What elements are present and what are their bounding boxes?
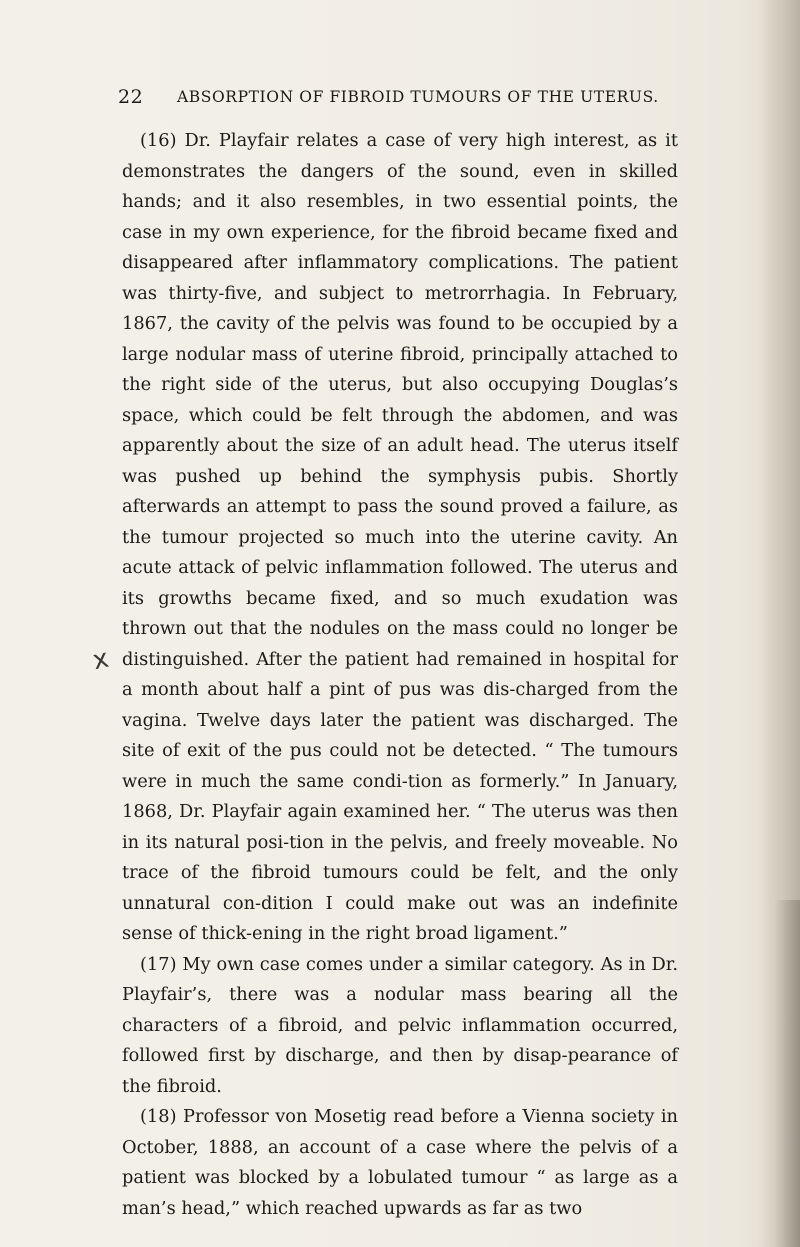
paragraph-17: (17) My own case comes under a similar category. As in Dr. Playfair’s, there was a nodular mass bearing all the characters of a fibroid, and pelvic inflammation occurred, followed first by discharge, and then by disap-pearance of the fibroid. (122, 953, 678, 1097)
margin-annotation: x (90, 643, 112, 677)
page-edge-shadow (774, 900, 800, 1247)
page-number: 22 (118, 86, 144, 108)
page-header (118, 86, 680, 110)
paragraph-18: (18) Professor von Mosetig read before a Vienna society in October, 1888, an account of a case where the pelvis of a patient was blocked by a lobulated tumour “ as large as a man’s head,” which reached upwards as far as two (122, 1106, 678, 1219)
body-text (122, 126, 678, 1224)
paragraph-16: (16) Dr. Playfair relates a case of very high interest, as it demonstrates the dangers of the sound, even in skilled hands; and it also resembles, in two essential points, the case in my own experience, for the fibroid became fixed and disappeared after inflammatory complications. The patient was thirty-five, and subject to metrorrhagia. In February, 1867, the cavity of the pelvis was found to be occupied by a large nodular mass of uterine fibroid, principally attached to the right side of the uterus, but also occupying Douglas’s space, which could be felt through the abdomen, and was apparently about the size of an adult head. The uterus itself was pushed up behind the symphysis pubis. Shortly afterwards an attempt to pass the sound proved a failure, as the tumour projected so much into the uterine cavity. An acute attack of pelvic inflammation followed. The uterus and its growths became fixed, and so much exudation was thrown out that the nodules on the mass could no longer be distinguished. After the patient had remained in hospital for a month about half a pint of pus was dis-charged from the vagina. Twelve days later the patient was discharged. The site of exit of the pus could not be detected. “ The tumours were in much the same condi-tion as formerly.” In January, 1868, Dr. Playfair again examined her. “ The uterus was then in its natural posi-tion in the pelvis, and freely moveable. No trace of the fibroid tumours could be felt, and the only unnatural con-dition I could make out was an indefinite sense of thick-ening in the right broad ligament.” (122, 130, 678, 944)
running-head: ABSORPTION OF FIBROID TUMOURS OF THE UTERUS. (177, 88, 659, 106)
